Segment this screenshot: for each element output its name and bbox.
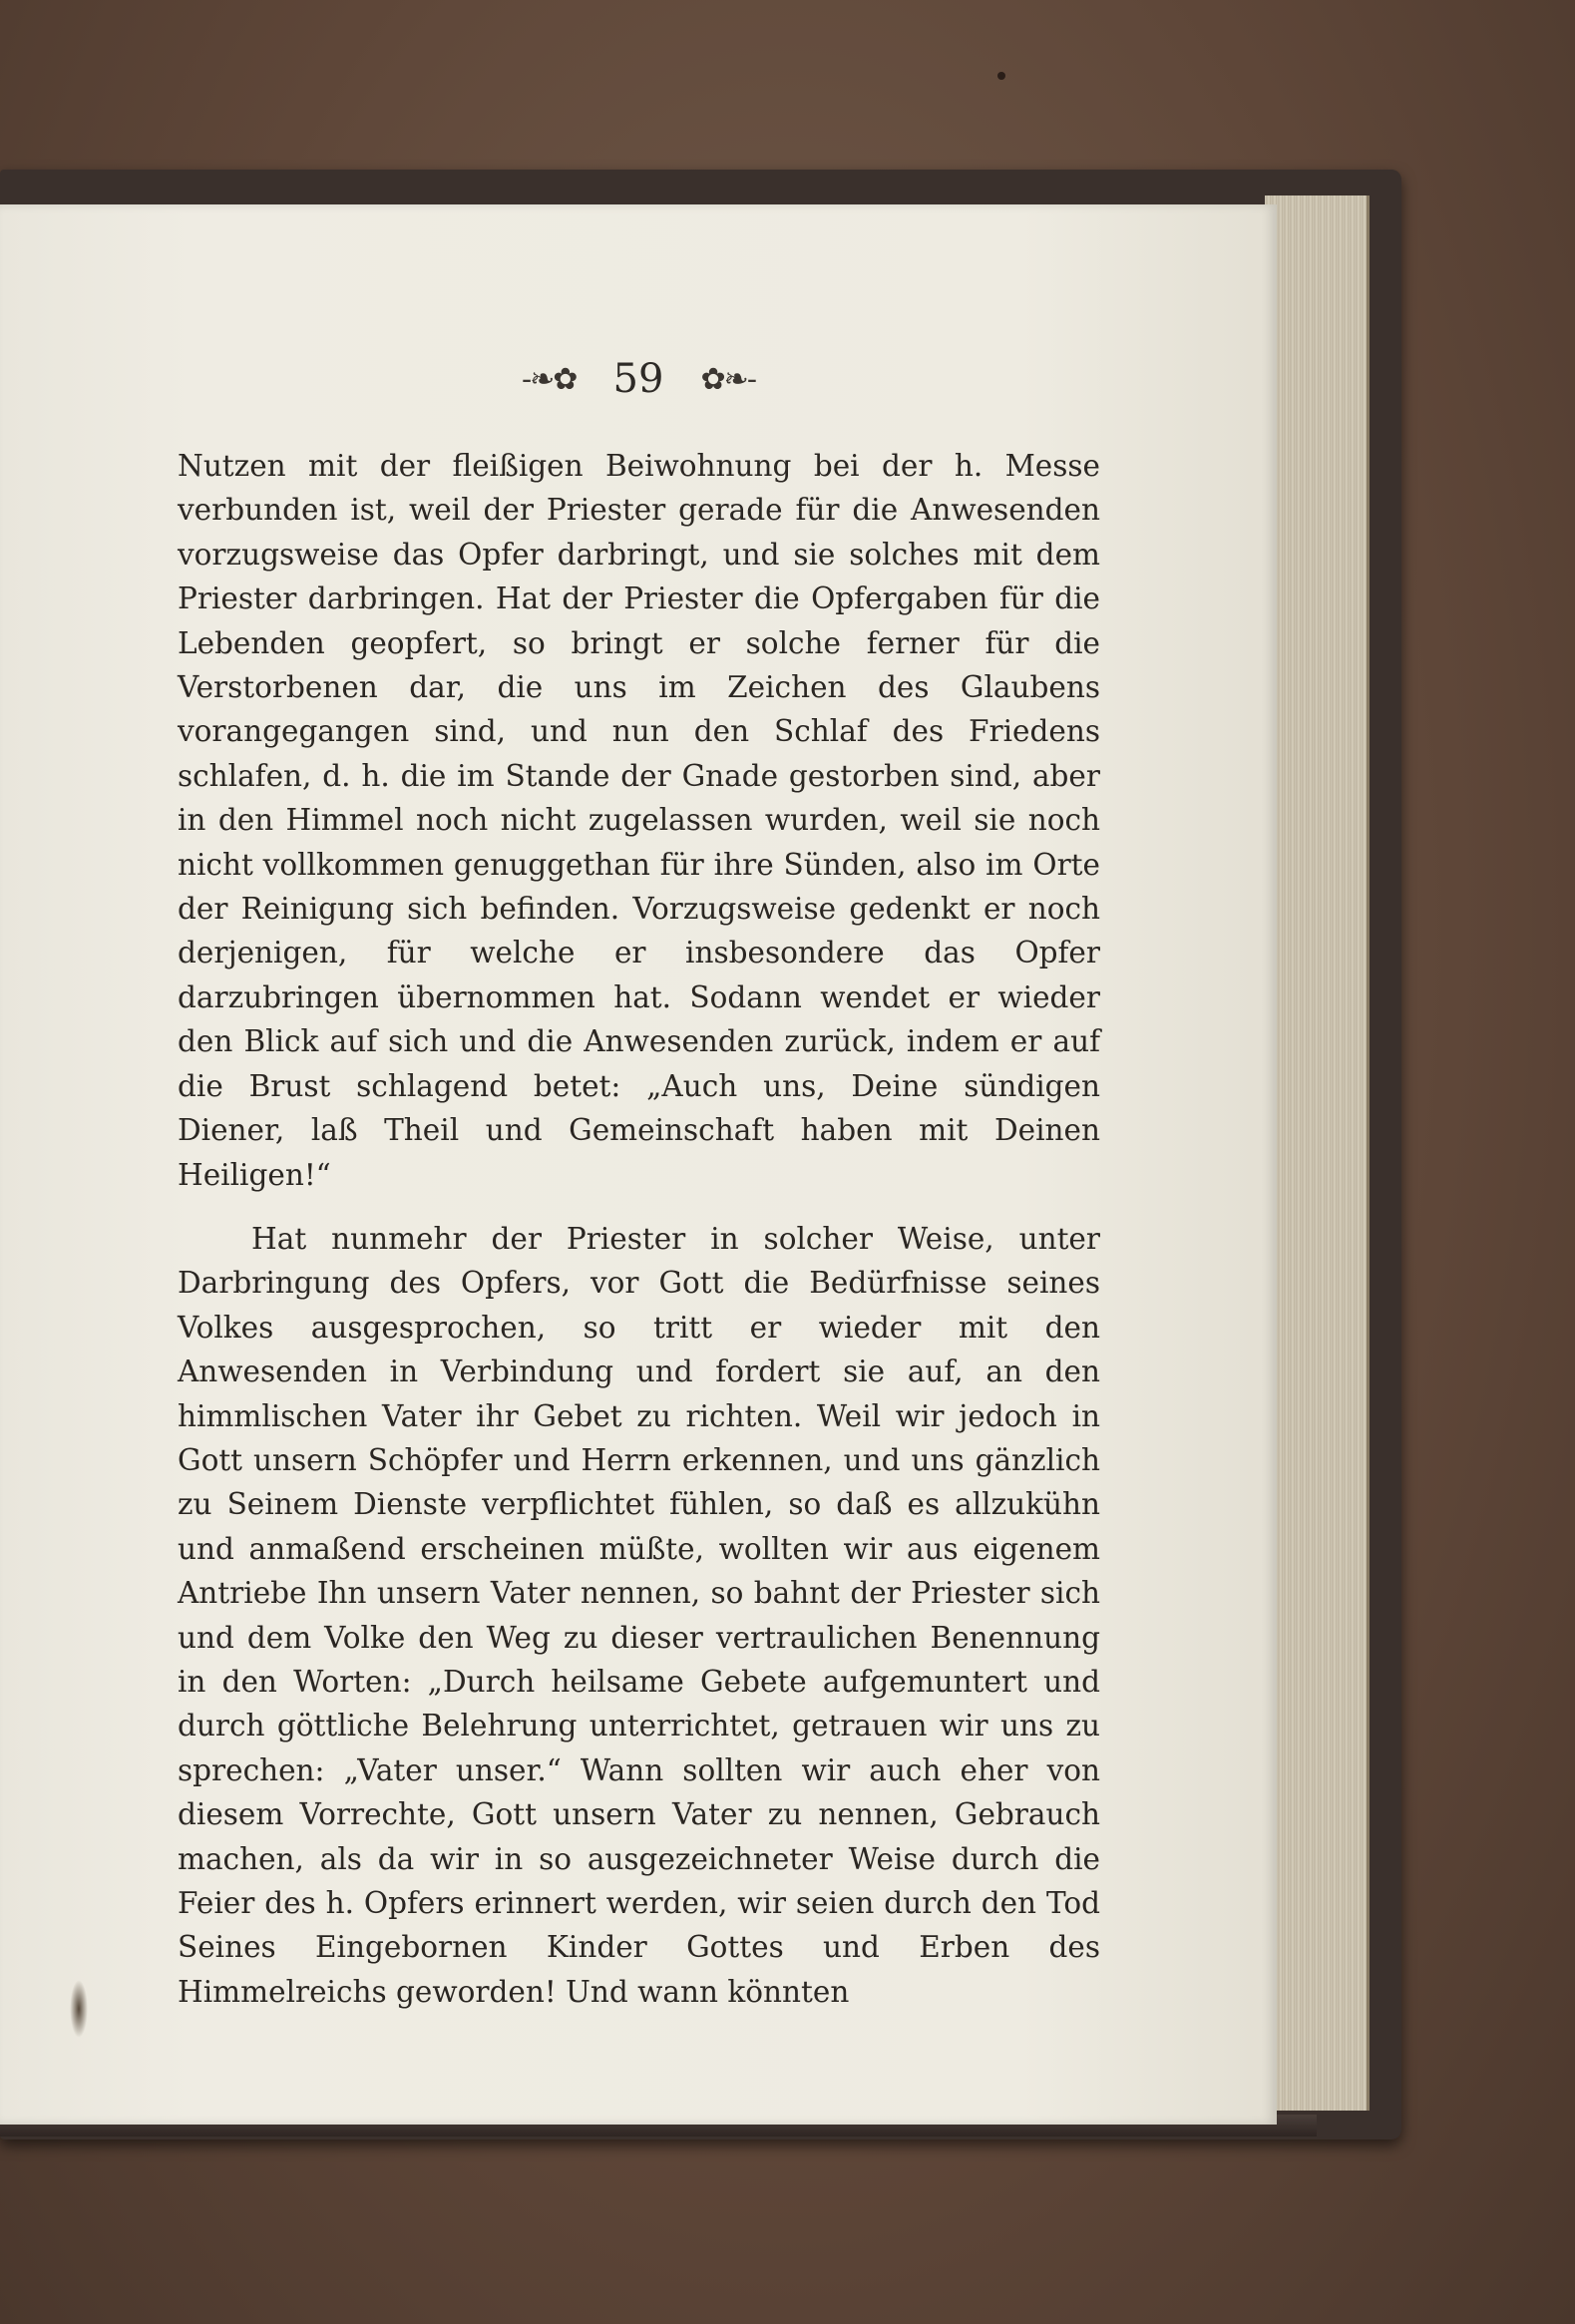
book-page: [0, 204, 1277, 2125]
body-text: [178, 444, 1100, 2014]
paragraph-2: Hat nunmehr der Priester in solcher Weise, unter Darbringung des Opfers, vor Gott die Bedürfnisse seines Volkes ausgesprochen, so tritt er wieder mit den Anwesenden in Verbindung und fordert sie auf, an den himmlischen Vater ihr Gebet zu richten. Weil wir jedoch in Gott unsern Schöpfer und Herrn erkennen, und uns gänzlich zu Seinem Dienste verpflichtet fühlen, so daß es allzukühn und anmaßend erscheinen müßte, wollten wir aus eigenem Antriebe Ihn unsern Vater nennen, so bahnt der Priester sich und dem Volke den Weg zu dieser vertraulichen Benennung in den Worten: „Durch heilsame Gebete aufgemuntert und durch göttliche Belehrung unterrichtet, getrauen wir uns zu sprechen: „Vater unser.“ Wann sollten wir auch eher von diesem Vorrechte, Gott unsern Vater zu nennen, Gebrauch machen, als da wir in so ausgezeichneter Weise durch die Feier des h. Opfers erinnert werden, wir seien durch den Tod Seines Eingebornen Kinder Gottes und Erben des Himmelreichs geworden! Und wann könnten: [178, 1221, 1100, 2009]
ornament-right-icon: ✿❧-: [700, 361, 755, 397]
page-number: 59: [612, 356, 664, 402]
paragraph-1: Nutzen mit der fleißigen Beiwohnung bei der h. Messe verbunden ist, weil der Priester gerade für die Anwesenden vorzugsweise das Opfer darbringt, und sie solches mit dem Priester darbringen. Hat der Priester die Opfergaben für die Lebenden geopfert, so bringt er solche ferner für die Verstorbenen dar, die uns im Zeichen des Glaubens vorangegangen sind, und nun den Schlaf des Friedens schlafen, d. h. die im Stande der Gnade gestorben sind, aber in den Himmel noch nicht zugelassen wurden, weil sie noch nicht vollkommen genuggethan für ihre Sünden, also im Orte der Reinigung sich befinden. Vorzugsweise gedenkt er noch derjenigen, für welche er insbesondere das Opfer darzubringen übernommen hat. Sodann wendet er wieder den Blick auf sich und die Anwesenden zurück, indem er auf die Brust schlagend betet: „Auch uns, Deine sündigen Diener, laß Theil und Gemeinschaft haben mit Deinen Heiligen!“: [178, 449, 1100, 1192]
ornament-left-icon: -❧✿: [522, 361, 577, 397]
page-edges: [1265, 195, 1370, 2111]
dust-speck: [997, 72, 1005, 80]
margin-stain: [70, 1980, 88, 2038]
page-header: [0, 356, 1277, 402]
